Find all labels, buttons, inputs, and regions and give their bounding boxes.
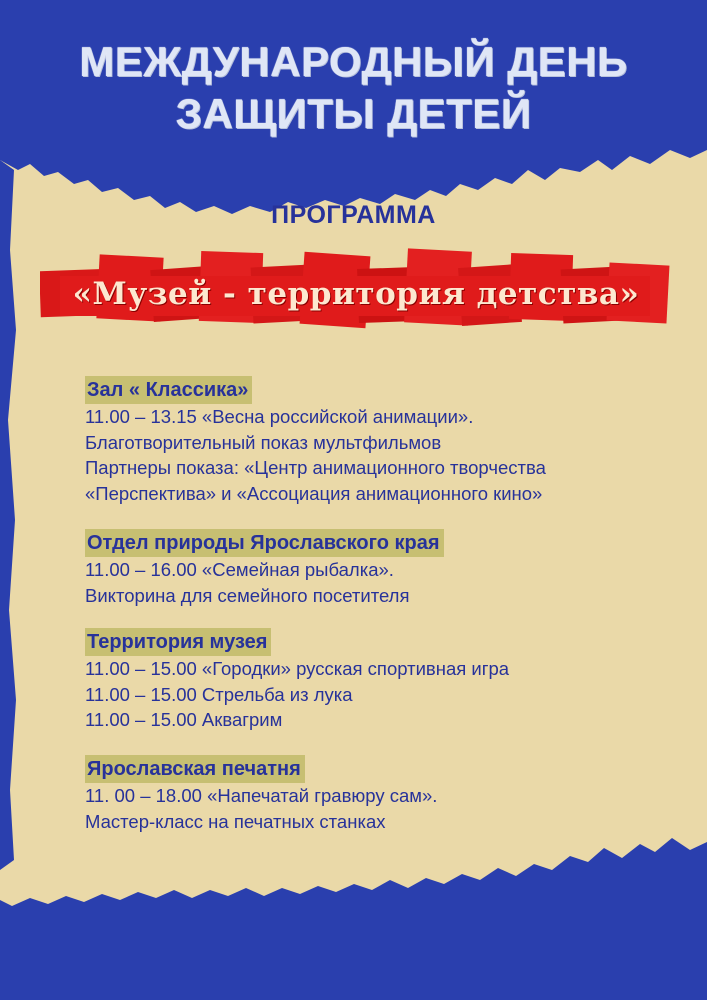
section-heading: Зал « Классика» <box>85 376 252 404</box>
section-line: Мастер-класс на печатных станках <box>85 810 386 832</box>
section-heading: Отдел природы Ярославского края <box>85 529 444 557</box>
section-heading: Территория музея <box>85 628 271 656</box>
section-line: Викторина для семейного посетителя <box>85 584 410 606</box>
section-line: 11.00 – 15.00 «Городки» русская спортивная игра <box>85 658 510 679</box>
banner-text: «Музей - территория детства» <box>72 276 640 312</box>
section-line: 11. 00 – 18.00 «Напечатай гравюру сам». <box>85 785 438 806</box>
section-line: 11.00 – 15.00 Стрельба из лука <box>85 683 353 705</box>
section-printing-house <box>85 755 655 834</box>
page-title <box>0 36 707 140</box>
section-nature-dept <box>85 529 655 608</box>
section-line: 11.00 – 15.00 Аквагрим <box>85 709 283 730</box>
section-classic-hall <box>85 376 655 506</box>
left-blue-strip <box>0 160 16 870</box>
section-line: 11.00 – 16.00 «Семейная рыбалка». <box>85 559 394 580</box>
event-banner <box>40 246 672 342</box>
title-line-2: ЗАЩИТЫ ДЕТЕЙ <box>175 90 532 137</box>
section-line: «Перспектива» и «Ассоциация анимационного кино» <box>85 482 543 504</box>
section-museum-territory <box>85 628 655 733</box>
section-line: 11.00 – 13.15 «Весна российской анимации». <box>85 406 474 427</box>
program-label: ПРОГРАММА <box>271 201 436 229</box>
title-line-1: МЕЖДУНАРОДНЫЙ ДЕНЬ <box>79 38 628 85</box>
section-heading: Ярославская печатня <box>85 755 305 783</box>
section-line: Благотворительный показ мультфильмов <box>85 431 442 453</box>
section-line: Партнеры показа: «Центр анимационного творчества <box>85 457 546 478</box>
bottom-blue-band <box>0 838 707 1000</box>
